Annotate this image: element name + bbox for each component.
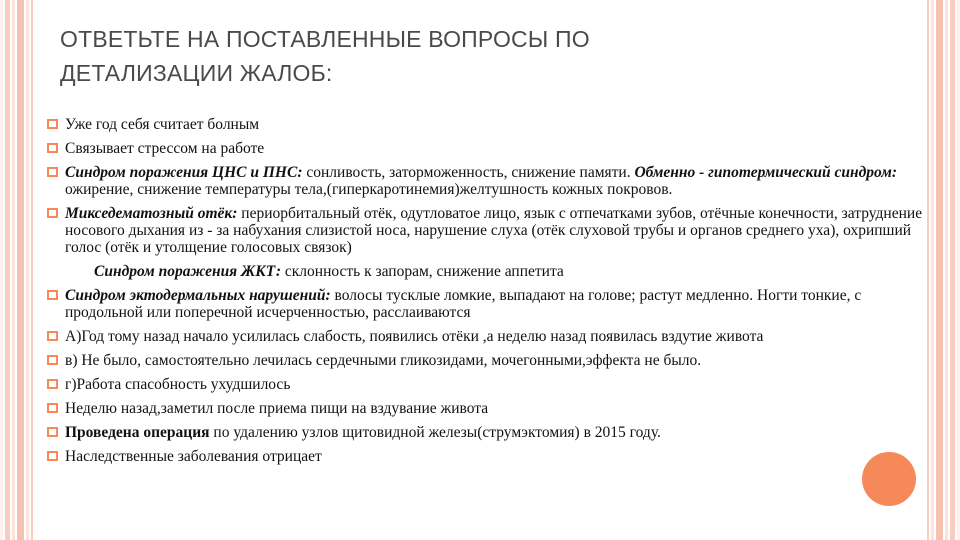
- syndrome-label: Синдром поражения ЦНС и ПНС:: [65, 164, 303, 181]
- list-item: Синдром поражения ЦНС и ПНС: сонливость, заторможенность, снижение памяти. Обменно - гипотермический синдром: ожирение, снижение температуры тела,(гиперкаротинемия)желтушность кожных покровов.: [46, 164, 926, 198]
- syndrome-label: Синдром эктодермальных нарушений:: [65, 287, 331, 304]
- list-item: Синдром эктодермальных нарушений: волосы тусклые ломкие, выпадают на голове; растут медленно. Ногти тонкие, с продольной или поперечной исчерченностью, расслаиваются: [46, 287, 926, 321]
- syndrome-label: Синдром поражения ЖКТ:: [94, 263, 281, 280]
- syndrome-label: Микседематозный отёк:: [65, 205, 238, 222]
- complaints-bullet-list: [46, 116, 926, 472]
- list-item: Уже год себя считает болным: [46, 116, 926, 133]
- decorative-orange-circle: [862, 452, 916, 506]
- hollow-square-bullet-icon: [47, 427, 58, 437]
- list-item: Наследственные заболевания отрицает: [46, 448, 926, 465]
- right-decorative-border: [926, 0, 960, 540]
- hollow-square-bullet-icon: [47, 379, 58, 389]
- hollow-square-bullet-icon: [47, 290, 58, 300]
- list-item: г)Работа спасобность ухудшилось: [46, 376, 926, 393]
- list-item: Синдром поражения ЖКТ: склонность к запорам, снижение аппетита: [94, 263, 564, 280]
- list-item: Неделю назад,заметил после приема пищи на вздувание живота: [46, 400, 926, 417]
- hollow-square-bullet-icon: [47, 167, 58, 177]
- hollow-square-bullet-icon: [47, 119, 58, 129]
- slide-title-line-1: ОТВЕТЬТЕ НА ПОСТАВЛЕННЫЕ ВОПРОСЫ ПО: [60, 26, 590, 52]
- hollow-square-bullet-icon: [47, 331, 58, 341]
- operation-label: Проведена операция: [65, 424, 210, 441]
- slide-title: [60, 22, 860, 90]
- hollow-square-bullet-icon: [47, 355, 58, 365]
- left-decorative-border: [0, 0, 34, 540]
- list-item: в) Не было, самостоятельно лечилась сердечными гликозидами, мочегонными,эффекта не было.: [46, 352, 926, 369]
- hollow-square-bullet-icon: [47, 143, 58, 153]
- hollow-square-bullet-icon: [47, 208, 58, 218]
- list-item: Связывает стрессом на работе: [46, 140, 926, 157]
- list-item: Проведена операция по удалению узлов щитовидной железы(струмэктомия) в 2015 году.: [46, 424, 926, 441]
- slide-title-line-2: ДЕТАЛИЗАЦИИ ЖАЛОБ:: [60, 60, 333, 86]
- hollow-square-bullet-icon: [47, 403, 58, 413]
- list-item: А)Год тому назад начало усилилась слабость, появились отёки ,а неделю назад появилась вздутие живота: [46, 328, 926, 345]
- list-item: Микседематозный отёк: периорбитальный отёк, одутловатое лицо, язык с отпечатками зубов, отёчные конечности, затруднение носового дыхания из - за набухания слизистой носа, нарушение слуха (отёк слуховой трубы и органов среднего уха), охрипший голос (отёк и утолщение голосовых связок): [46, 205, 926, 256]
- syndrome-label: Обменно - гипотермический синдром:: [634, 164, 897, 181]
- hollow-square-bullet-icon: [47, 451, 58, 461]
